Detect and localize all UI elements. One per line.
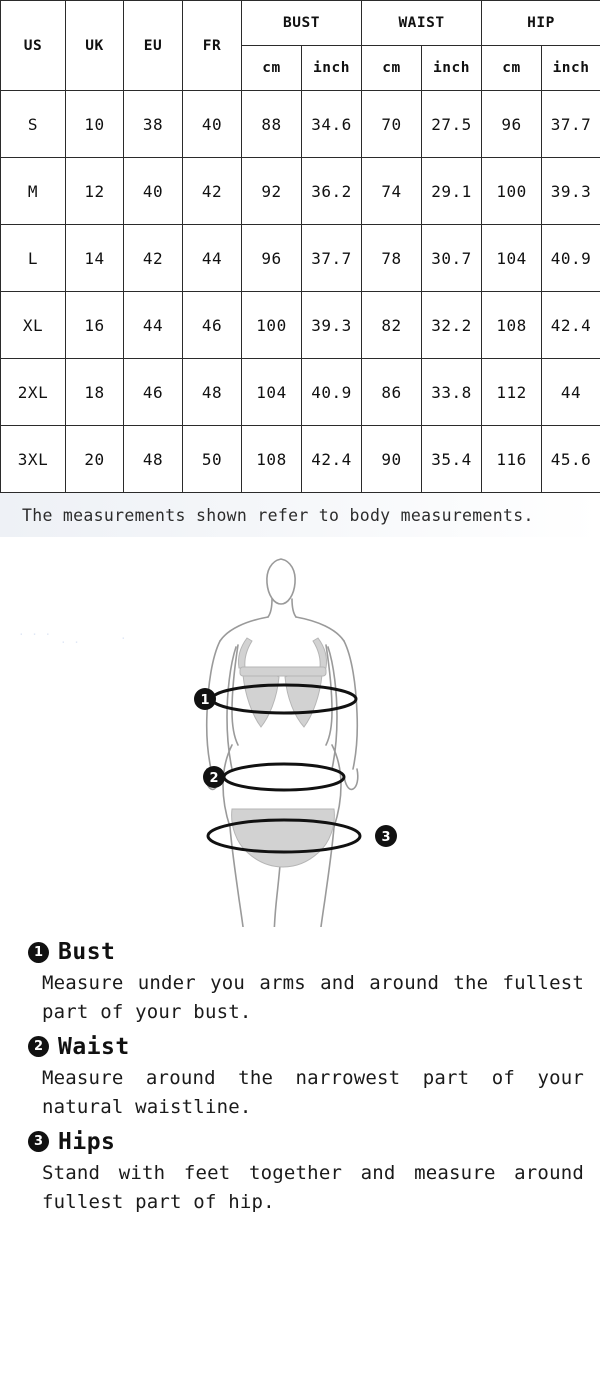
cell-eu: 46 <box>124 359 183 426</box>
instruction-body: Stand with feet together and measure around fullest part of hip. <box>42 1161 584 1214</box>
cell-bust-inch: 37.7 <box>302 225 362 292</box>
column-header-fr: FR <box>183 1 242 91</box>
instruction-heading <box>28 939 584 965</box>
cell-uk: 12 <box>66 158 124 225</box>
cell-eu: 40 <box>124 158 183 225</box>
cell-eu: 48 <box>124 426 183 493</box>
column-header-bust: BUST <box>242 1 362 46</box>
cell-hip-inch: 37.7 <box>542 91 600 158</box>
cell-us: 3XL <box>1 426 66 493</box>
table-row <box>1 158 600 225</box>
svg-text:2: 2 <box>209 771 219 786</box>
svg-text:3: 3 <box>381 830 391 845</box>
instruction-hips <box>16 1129 584 1218</box>
column-header-hip-inch: inch <box>542 46 600 91</box>
cell-bust-inch: 42.4 <box>302 426 362 493</box>
measurement-note-text: The measurements shown refer to body measurements. <box>22 505 534 525</box>
cell-uk: 16 <box>66 292 124 359</box>
cell-hip-cm: 100 <box>482 158 542 225</box>
table-header-row-groups <box>1 1 600 46</box>
instruction-body: Measure around the narrowest part of your natural waistline. <box>42 1066 584 1119</box>
cell-uk: 14 <box>66 225 124 292</box>
cell-bust-cm: 104 <box>242 359 302 426</box>
table-row <box>1 225 600 292</box>
cell-bust-cm: 96 <box>242 225 302 292</box>
watermark-scribble: . . <box>60 633 80 646</box>
cell-waist-cm: 82 <box>362 292 422 359</box>
cell-hip-cm: 116 <box>482 426 542 493</box>
cell-hip-cm: 96 <box>482 91 542 158</box>
cell-hip-cm: 108 <box>482 292 542 359</box>
cell-hip-inch: 44 <box>542 359 600 426</box>
cell-bust-cm: 92 <box>242 158 302 225</box>
cell-eu: 44 <box>124 292 183 359</box>
cell-fr: 50 <box>183 426 242 493</box>
cell-uk: 20 <box>66 426 124 493</box>
instruction-title: Waist <box>58 1033 130 1060</box>
measurement-instructions <box>0 927 600 1218</box>
bullet-2-icon: 2 <box>28 1036 49 1057</box>
size-chart-table <box>0 0 600 493</box>
cell-bust-inch: 34.6 <box>302 91 362 158</box>
cell-hip-inch: 45.6 <box>542 426 600 493</box>
body-measurement-figure <box>0 537 600 927</box>
cell-hip-inch: 42.4 <box>542 292 600 359</box>
column-header-waist-cm: cm <box>362 46 422 91</box>
table-row <box>1 359 600 426</box>
watermark-scribble: . . . <box>18 625 52 638</box>
cell-waist-inch: 33.8 <box>422 359 482 426</box>
cell-bust-cm: 88 <box>242 91 302 158</box>
cell-fr: 46 <box>183 292 242 359</box>
column-header-us: US <box>1 1 66 91</box>
cell-bust-cm: 108 <box>242 426 302 493</box>
cell-waist-cm: 90 <box>362 426 422 493</box>
instruction-bust <box>16 939 584 1028</box>
bullet-3-icon: 3 <box>28 1131 49 1152</box>
cell-us: XL <box>1 292 66 359</box>
instruction-body: Measure under you arms and around the fullest part of your bust. <box>42 972 584 1024</box>
cell-fr: 42 <box>183 158 242 225</box>
bullet-1-icon: 1 <box>28 942 49 963</box>
measurement-note-banner <box>0 493 600 537</box>
cell-us: S <box>1 91 66 158</box>
cell-fr: 44 <box>183 225 242 292</box>
column-header-bust-inch: inch <box>302 46 362 91</box>
cell-uk: 10 <box>66 91 124 158</box>
cell-waist-inch: 35.4 <box>422 426 482 493</box>
cell-hip-inch: 40.9 <box>542 225 600 292</box>
cell-bust-inch: 40.9 <box>302 359 362 426</box>
cell-hip-inch: 39.3 <box>542 158 600 225</box>
cell-waist-inch: 32.2 <box>422 292 482 359</box>
cell-hip-cm: 112 <box>482 359 542 426</box>
cell-eu: 42 <box>124 225 183 292</box>
cell-waist-inch: 29.1 <box>422 158 482 225</box>
column-header-hip: HIP <box>482 1 600 46</box>
cell-eu: 38 <box>124 91 183 158</box>
instruction-title: Hips <box>58 1128 116 1155</box>
table-row <box>1 292 600 359</box>
cell-us: L <box>1 225 66 292</box>
column-header-waist: WAIST <box>362 1 482 46</box>
cell-waist-cm: 74 <box>362 158 422 225</box>
cell-bust-inch: 36.2 <box>302 158 362 225</box>
cell-bust-cm: 100 <box>242 292 302 359</box>
cell-us: M <box>1 158 66 225</box>
column-header-bust-cm: cm <box>242 46 302 91</box>
column-header-eu: EU <box>124 1 183 91</box>
cell-uk: 18 <box>66 359 124 426</box>
instruction-heading <box>28 1129 584 1155</box>
cell-waist-inch: 27.5 <box>422 91 482 158</box>
watermark-scribble: . <box>120 629 127 642</box>
instruction-heading <box>28 1034 584 1060</box>
cell-us: 2XL <box>1 359 66 426</box>
cell-fr: 40 <box>183 91 242 158</box>
cell-waist-cm: 70 <box>362 91 422 158</box>
cell-waist-cm: 86 <box>362 359 422 426</box>
svg-text:1: 1 <box>200 693 210 708</box>
cell-fr: 48 <box>183 359 242 426</box>
column-header-hip-cm: cm <box>482 46 542 91</box>
cell-waist-inch: 30.7 <box>422 225 482 292</box>
instruction-title: Bust <box>58 939 116 965</box>
instruction-waist <box>16 1034 584 1123</box>
table-row <box>1 426 600 493</box>
female-body-diagram-svg <box>0 537 600 927</box>
column-header-uk: UK <box>66 1 124 91</box>
cell-waist-cm: 78 <box>362 225 422 292</box>
column-header-waist-inch: inch <box>422 46 482 91</box>
table-row <box>1 91 600 158</box>
cell-bust-inch: 39.3 <box>302 292 362 359</box>
cell-hip-cm: 104 <box>482 225 542 292</box>
size-chart-table-container <box>0 0 600 493</box>
